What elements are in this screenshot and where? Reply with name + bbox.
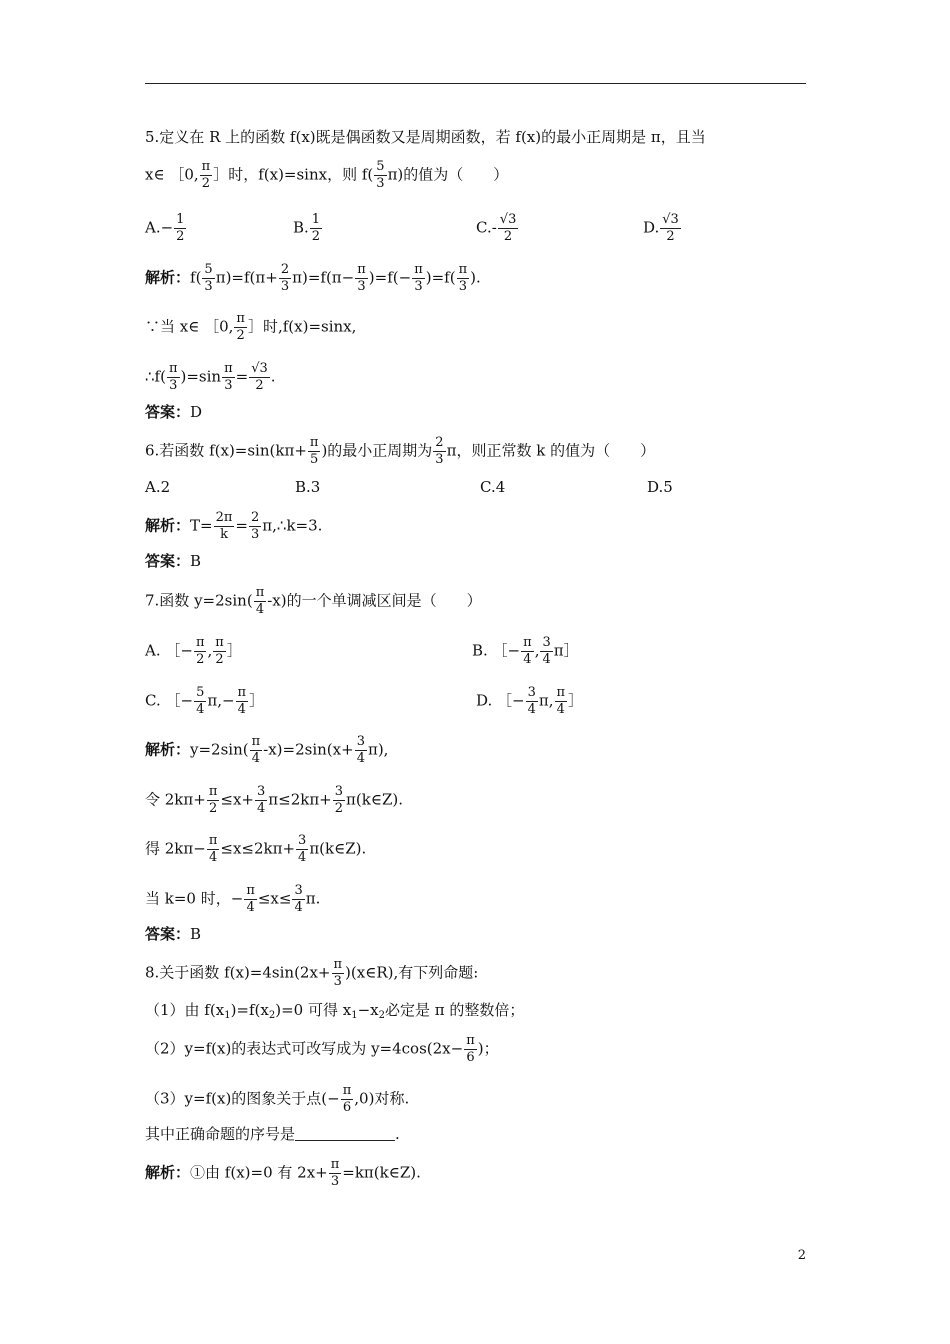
q7-stem: 7.函数 y=2sin( $\frac{\pi}{4}$ -x)的一个单调减区间是（ ） (145, 585, 482, 617)
q6-answer: 答案：B (145, 552, 202, 570)
q7-solution-line-4: 当 k=0 时，− $\frac{\pi}{4}$ ≤x≤ $\frac{3}{4}$ π. (145, 883, 321, 915)
q7-answer: 答案：B (145, 925, 202, 943)
q5-option-a: A.− $\frac{1}{2}$ (145, 212, 185, 244)
q6-option-c: C.4 (480, 478, 506, 496)
q5-answer: 答案：D (145, 403, 203, 421)
q6-option-a: A.2 (145, 478, 171, 496)
answer-blank (295, 1126, 395, 1141)
fraction: $\frac{5}{3}$ (376, 159, 385, 191)
q7-solution-line-2: 令 2kπ+ $\frac{\pi}{2}$ ≤x+ $\frac{3}{4}$ π≤2kπ+ $\frac{3}{2}$ π(k∈Z). (145, 784, 403, 816)
q6-option-d: D.5 (647, 478, 673, 496)
header-rule (145, 83, 806, 84)
q5-option-b: B. $\frac{1}{2}$ (293, 212, 321, 244)
q7-solution-line-3: 得 2kπ− $\frac{\pi}{4}$ ≤x≤2kπ+ $\frac{3}{4}$ π(k∈Z). (145, 833, 367, 865)
q7-option-d: D. ［− $\frac{3}{4}$ π, $\frac{\pi}{4}$ ］ (476, 685, 584, 717)
q8-proposition-2: （2）y=f(x)的表达式可改写成为 y=4cos(2x− $\frac{\pi}{6}$ )； (145, 1033, 499, 1065)
q8-proposition-3: （3）y=f(x)的图象关于点(− $\frac{\pi}{6}$ ,0)对称. (145, 1083, 410, 1115)
q6-stem: 6.若函数 f(x)=sin(kπ+ $\frac{\pi}{5}$ )的最小正周期为 $\frac{2}{3}$ π，则正常数 k 的值为（ ） (145, 435, 656, 467)
q6-option-b: B.3 (295, 478, 321, 496)
q8-question: 其中正确命题的序号是 . (145, 1125, 400, 1143)
q7-option-b: B. ［− $\frac{\pi}{4}$ , $\frac{3}{4}$ π］ (472, 635, 579, 667)
page-number: 2 (797, 1248, 806, 1263)
q5-solution-line-3: ∴f( $\frac{\pi}{3}$ )=sin $\frac{\pi}{3}$ = $\frac{√3}{2}$ . (145, 361, 276, 393)
q7-solution-line-1: 解析：y=2sin( $\frac{\pi}{4}$ -x)=2sin(x+ $\frac{3}{4}$ π), (145, 734, 389, 766)
q5-stem-line-2: x∈ ［0, $\frac{\pi}{2}$ ］时，f(x)=sinx，则 f( $\frac{5}{3}$ π)的值为（ ） (145, 159, 509, 191)
q5-solution-line-1: 解析：f( $\frac{5}{3}$ π)=f(π+ $\frac{2}{3}$ π)=f(π− $\frac{\pi}{3}$ )=f(− $\frac{\pi}{3}$ )=f( $\frac{\pi}{3}$ ). (145, 262, 481, 294)
q7-option-a: A. ［− $\frac{\pi}{2}$ , $\frac{\pi}{2}$ ］ (145, 635, 242, 667)
fraction: $\frac{\pi}{2}$ (201, 159, 211, 191)
q8-proposition-1: （1）由 $f(x_1)=f(x_2)=0$ 可得 $x_1-x_2$必定是 π 的整数倍； (145, 1001, 525, 1021)
q7-option-c: C. ［− $\frac{5}{4}$ π,− $\frac{\pi}{4}$ ］ (145, 685, 265, 717)
q8-stem: 8.关于函数 f(x)=4sin(2x+ $\frac{\pi}{3}$ )(x∈R),有下列命题: (145, 957, 479, 989)
q5-solution-line-2: ∵当 x∈ ［0, $\frac{\pi}{2}$ ］时,f(x)=sinx, (145, 311, 357, 343)
q5-option-c: C.- $\frac{√3}{2}$ (476, 212, 517, 244)
q5-option-d: D. $\frac{√3}{2}$ (643, 212, 679, 244)
q8-solution: 解析：①由 f(x)=0 有 2x+ $\frac{\pi}{3}$ =kπ(k∈Z). (145, 1157, 421, 1189)
q5-stem-line-1: 5.定义在 R 上的函数 f(x)既是偶函数又是周期函数，若 f(x)的最小正周期是 π，且当 (145, 128, 706, 146)
q6-solution: 解析：T= $\frac{2\pi}{k}$ = $\frac{2}{3}$ π,∴k=3. (145, 510, 323, 542)
